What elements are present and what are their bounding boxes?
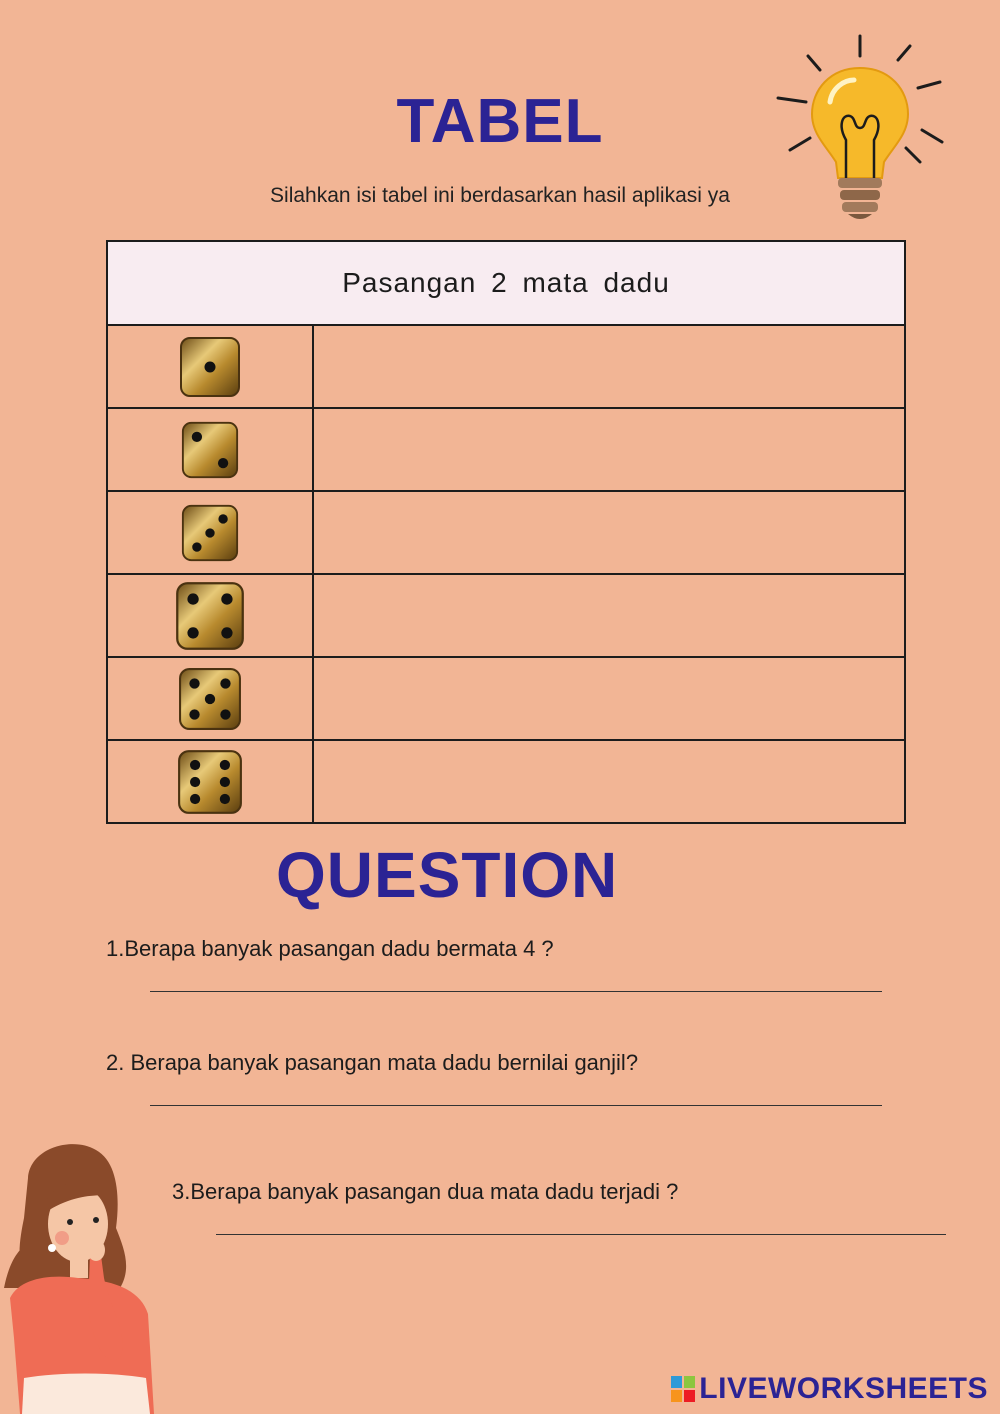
lightbulb-icon: [772, 30, 948, 226]
dice-four-icon: [175, 581, 245, 651]
dice-five-icon: [178, 667, 242, 731]
answer-line-2[interactable]: [150, 1105, 882, 1106]
brand-name: LIVEWORKSHEETS: [699, 1372, 988, 1405]
answer-cell[interactable]: [313, 408, 905, 491]
dice-cell: [107, 325, 313, 408]
dice-one-icon: [179, 336, 241, 398]
dice-cell: [107, 491, 313, 574]
dice-cell: [107, 740, 313, 823]
question-3: 3.Berapa banyak pasangan dua mata dadu terjadi ?: [172, 1179, 679, 1204]
table-header-row: [107, 241, 905, 325]
thinking-woman-illustration: [0, 1138, 160, 1414]
question-title: QUESTION: [276, 839, 619, 911]
dice-cell: [107, 657, 313, 740]
table-row: [107, 325, 905, 408]
dice-three-icon: [181, 504, 239, 562]
dice-two-icon: [181, 421, 239, 479]
question-1: 1.Berapa banyak pasangan dadu bermata 4 ?: [106, 936, 554, 961]
answer-cell[interactable]: [313, 491, 905, 574]
answer-line-1[interactable]: [150, 991, 882, 992]
table-row: [107, 657, 905, 740]
table-header: Pasangan 2 mata dadu: [107, 241, 905, 325]
table-row: [107, 740, 905, 823]
brand: [671, 1372, 988, 1406]
dice-cell: [107, 408, 313, 491]
answer-cell[interactable]: [313, 574, 905, 657]
answer-cell[interactable]: [313, 657, 905, 740]
table-row: [107, 408, 905, 491]
question-2: 2. Berapa banyak pasangan mata dadu bernilai ganjil?: [106, 1050, 639, 1075]
answer-line-3[interactable]: [216, 1234, 946, 1235]
dice-cell: [107, 574, 313, 657]
page-subtitle: Silahkan isi tabel ini berdasarkan hasil aplikasi ya: [270, 184, 730, 207]
table-row: [107, 574, 905, 657]
liveworksheets-logo-icon: [671, 1376, 695, 1402]
answer-cell[interactable]: [313, 740, 905, 823]
dice-pair-table: [106, 240, 906, 824]
table-row: [107, 491, 905, 574]
answer-cell[interactable]: [313, 325, 905, 408]
page-title: TABEL: [396, 87, 604, 156]
dice-six-icon: [177, 749, 243, 815]
